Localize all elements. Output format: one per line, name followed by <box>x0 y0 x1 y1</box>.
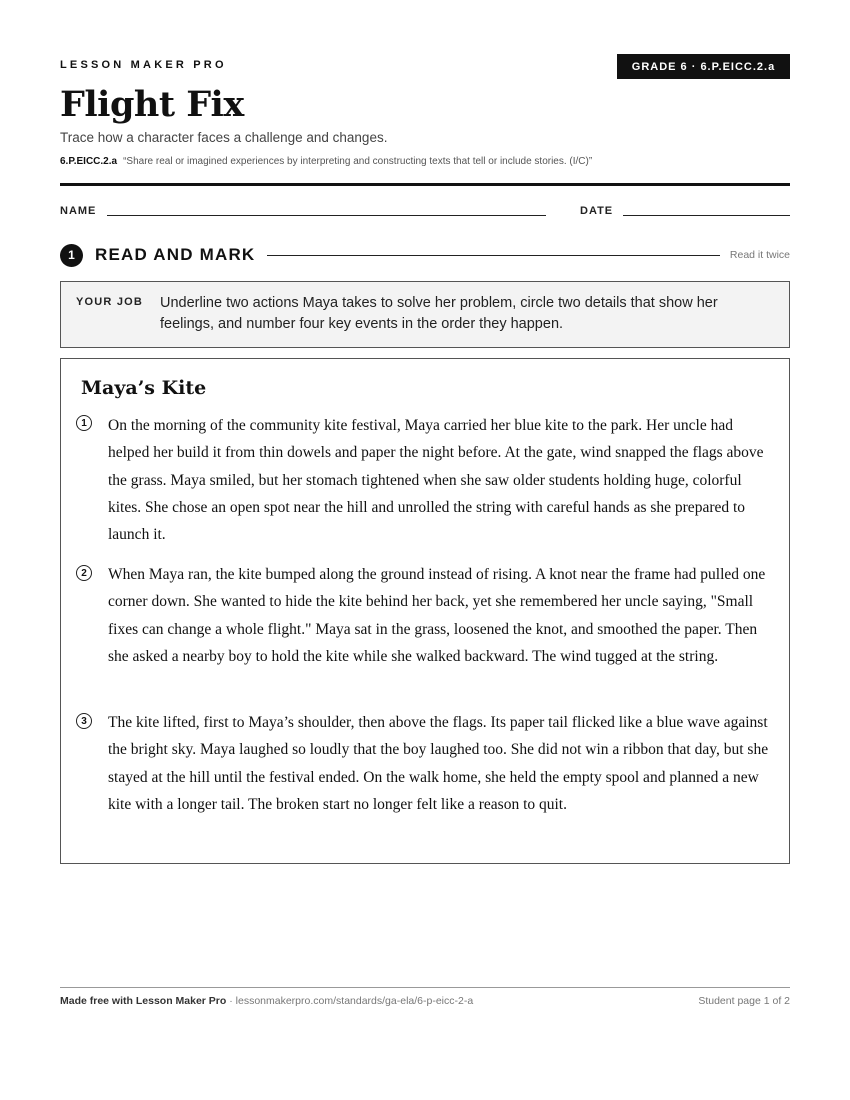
date-field-line[interactable] <box>623 215 790 216</box>
standard-code: 6.P.EICC.2.a <box>60 156 118 167</box>
paragraph-number-1: 1 <box>76 415 92 431</box>
page-title: Flight Fix <box>60 84 244 125</box>
story-title: Maya’s Kite <box>81 377 207 399</box>
standard-line <box>60 156 592 167</box>
section-number-badge: 1 <box>60 244 83 267</box>
page-subtitle: Trace how a character faces a challenge and changes. <box>60 130 388 145</box>
grade-badge: GRADE 6 · 6.P.EICC.2.a <box>617 54 790 79</box>
footer-url[interactable]: lessonmakerpro.com/standards/ga-ela/6-p-eicc-2-a <box>235 995 474 1007</box>
footer-separator: · <box>226 995 236 1007</box>
section-note: Read it twice <box>729 249 790 261</box>
section-title: READ AND MARK <box>95 245 256 264</box>
job-box <box>60 281 790 348</box>
story-paragraph-2: When Maya ran, the kite bumped along the ground instead of rising. A knot near the frame had pulled one corner down. She wanted to hide the kite behind her back, yet she remembered her uncle saying, "Small fixes can change a whole flight." Maya sat in the grass, loosened the knot, and smoothed the paper. Then she asked a nearby boy to hold the kite while she walked backward. The wind tugged at the string. <box>108 566 766 665</box>
job-text: Underline two actions Maya takes to solve her problem, circle two details that show her feelings, and number four key events in the order they happen. <box>160 295 718 332</box>
brand-name: LESSON MAKER PRO <box>60 59 227 71</box>
paragraph-number-3: 3 <box>76 713 92 729</box>
footer-credit <box>60 995 473 1007</box>
date-label: DATE <box>580 205 614 217</box>
section-divider <box>267 255 719 256</box>
story-box <box>60 358 790 864</box>
footer-page-number: Student page 1 of 2 <box>698 995 790 1007</box>
name-label: NAME <box>60 205 97 217</box>
name-field-line[interactable] <box>107 215 546 216</box>
paragraph-number-2: 2 <box>76 565 92 581</box>
header-divider <box>60 183 790 186</box>
standard-text: “Share real or imagined experiences by interpreting and constructing texts that tell or include stories. (I/C)” <box>123 156 593 167</box>
section-header <box>60 243 790 267</box>
job-label: YOUR JOB <box>76 296 144 308</box>
footer-divider <box>60 987 790 988</box>
story-paragraph-1: On the morning of the community kite festival, Maya carried her blue kite to the park. Her uncle had helped her build it from thin dowels and paper the night before. At the gate, wind snapped the flags above the grass. Maya smiled, but her stomach tightened when she saw older students holding huge, colorful kites. She chose an open spot near the hill and unrolled the string with careful hands as she prepared to launch it. <box>108 417 764 544</box>
footer-made-with: Made free with Lesson Maker Pro <box>60 995 227 1007</box>
story-paragraph-3: The kite lifted, first to Maya’s shoulder, then above the flags. Its paper tail flicked like a blue wave against the bright sky. Maya laughed so loudly that the boy laughed too. She did not win a ribbon that day, but she stayed at the hill until the festival ended. On the walk home, she held the empty spool and planned a new kite with a longer tail. The broken start no longer felt like a reason to quit. <box>108 714 769 813</box>
